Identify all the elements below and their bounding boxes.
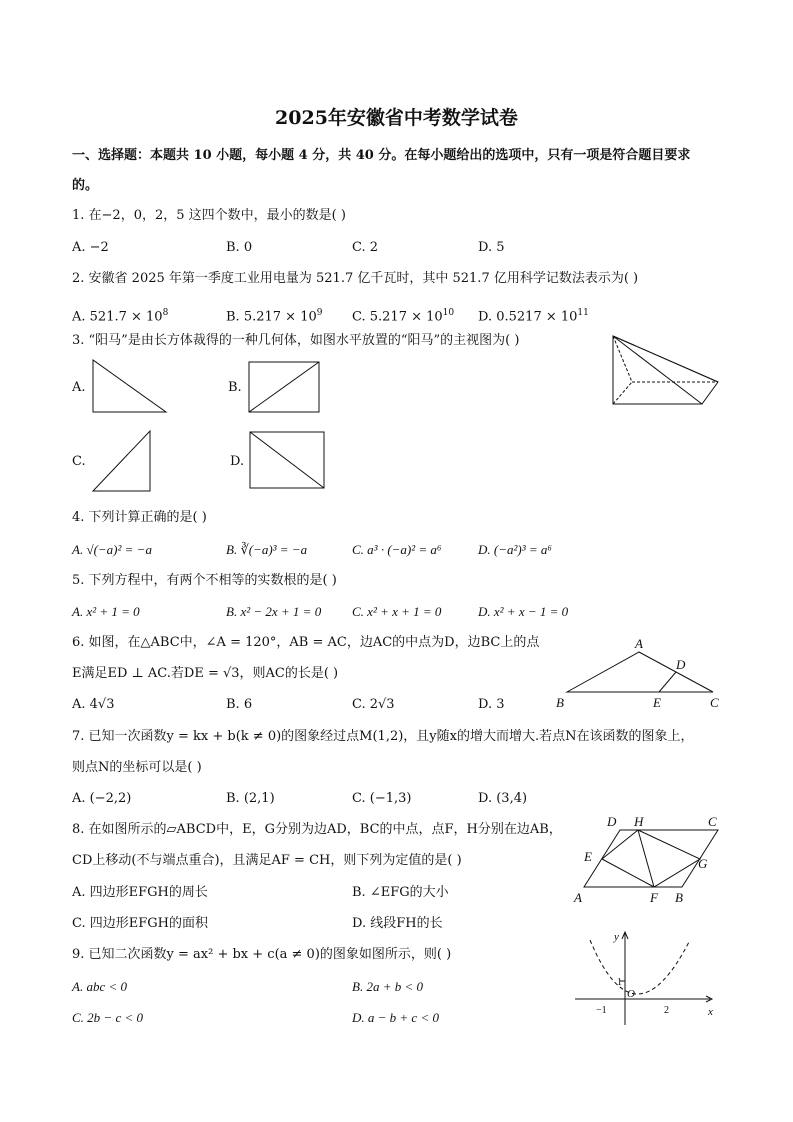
q7-option-b: B. (2,1) (226, 791, 275, 806)
q6-label-a: A (635, 636, 643, 651)
section-heading: 一、选择题：本题共 10 小题，每小题 4 分，共 40 分。在每小题给出的选项中，只有一项是符合题目要求 (72, 148, 691, 163)
question-7-stem: 7. 已知一次函数y = kx + b(k ≠ 0)的图象经过点M(1,2)，且y随x的增大而增大.若点N在该函数的图象上， (72, 729, 694, 744)
q6-option-b: B. 6 (226, 697, 253, 712)
question-3-stem: 3. “阳马”是由长方体裁得的一种几何体，如图水平放置的“阳马”的主视图为( ) (72, 333, 520, 348)
q2-option-c: C. $5.217 \times 10^{10}$ (352, 308, 455, 325)
q9-label-x: x (708, 1006, 713, 1018)
q3-yangma-figure (610, 334, 722, 406)
q6-triangle-figure (555, 635, 725, 710)
question-6-stem: 6. 如图，在△ABC中，∠A = 120°，AB = AC，边AC的中点为D，边BC上的点 (72, 635, 540, 650)
q5-option-b: B. x² − 2x + 1 = 0 (226, 604, 322, 619)
q8-label-d: D (607, 814, 617, 829)
question-9-stem: 9. 已知二次函数y = ax² + bx + c(a ≠ 0)的图象如图所示，则( ) (72, 947, 452, 962)
section-heading-cont: 的。 (72, 178, 99, 193)
q9-label-1: 1 (617, 977, 622, 988)
q5-option-a: A. x² + 1 = 0 (72, 604, 140, 619)
q2-option-d: D. $0.5217 \times 10^{11}$ (478, 308, 589, 325)
question-4-stem: 4. 下列计算正确的是( ) (72, 510, 207, 525)
q6-label-b: B (556, 695, 564, 710)
q1-option-a: A. −2 (72, 240, 109, 255)
q9-label-y: y (614, 931, 619, 943)
page-title: 2025年安徽省中考数学试卷 (275, 107, 518, 129)
q6-label-e: E (653, 695, 661, 710)
q8-label-c: C (708, 814, 717, 829)
q4-option-c: C. a³ · (−a)² = a⁶ (352, 542, 442, 557)
q7-option-c: C. (−1,3) (352, 791, 412, 806)
q9-option-b: B. 2a + b < 0 (352, 979, 423, 994)
q8-label-g: G (698, 856, 708, 871)
q9-option-a: A. abc < 0 (72, 979, 127, 994)
q3-option-b-figure (248, 361, 320, 413)
q3-option-c: C. (72, 454, 86, 469)
q6-option-c: C. 2√3 (352, 697, 395, 712)
q8-label-h: H (634, 814, 644, 829)
q9-label-2: 2 (664, 1005, 669, 1016)
question-6-stem-cont: E满足ED ⊥ AC.若DE = √3，则AC的长是( ) (72, 666, 339, 681)
q8-label-f: F (650, 890, 658, 905)
question-7-stem-cont: 则点N的坐标可以是( ) (72, 760, 202, 775)
q4-option-a: A. √(−a)² = −a (72, 542, 152, 557)
q1-option-d: D. 5 (478, 240, 505, 255)
q6-label-c: C (710, 695, 719, 710)
q2-option-b: B. $5.217 \times 10^9$ (226, 308, 323, 325)
q3-option-c-figure (92, 430, 152, 492)
q2-option-a: A. $521.7 \times 10^8$ (72, 308, 169, 325)
q3-option-d-figure (249, 431, 325, 489)
q8-option-d: D. 线段FH的长 (352, 916, 443, 931)
q5-option-d: D. x² + x − 1 = 0 (478, 604, 569, 619)
q8-label-e: E (584, 849, 592, 864)
q1-option-b: B. 0 (226, 240, 253, 255)
q5-option-c: C. x² + x + 1 = 0 (352, 604, 442, 619)
q3-option-d: D. (230, 454, 245, 469)
q1-option-c: C. 2 (352, 240, 379, 255)
q8-option-a: A. 四边形EFGH的周长 (72, 885, 208, 900)
q4-option-d: D. (−a²)³ = a⁶ (478, 542, 552, 557)
q6-label-d: D (676, 657, 686, 672)
q9-label-neg1: −1 (596, 1005, 607, 1016)
q6-option-a: A. 4√3 (72, 697, 115, 712)
q8-label-a: A (574, 890, 582, 905)
question-2-stem: 2. 安徽省 2025 年第一季度工业用电量为 521.7 亿千瓦时，其中 521.7 亿用科学记数法表示为( ) (72, 271, 639, 286)
q7-option-d: D. (3,4) (478, 791, 528, 806)
q9-parabola-figure (570, 928, 720, 1028)
q9-option-c: C. 2b − c < 0 (72, 1010, 143, 1025)
q7-option-a: A. (−2,2) (72, 791, 132, 806)
q6-option-d: D. 3 (478, 697, 505, 712)
q3-option-a-figure (92, 359, 168, 413)
q3-option-a: A. (72, 380, 86, 395)
question-5-stem: 5. 下列方程中，有两个不相等的实数根的是( ) (72, 573, 337, 588)
q8-label-b: B (675, 890, 683, 905)
question-1-stem: 1. 在−2，0，2，5 这四个数中，最小的数是( ) (72, 208, 346, 223)
q9-option-d: D. a − b + c < 0 (352, 1010, 439, 1025)
q8-parallelogram-figure (570, 814, 720, 906)
q8-option-b: B. ∠EFG的大小 (352, 885, 449, 900)
q8-option-c: C. 四边形EFGH的面积 (72, 916, 208, 931)
q9-label-o: O (627, 988, 635, 1000)
q4-option-b: B. ∛(−a)³ = −a (226, 542, 308, 557)
q3-option-b: B. (228, 380, 242, 395)
question-8-stem: 8. 在如图所示的▱ABCD中，E，G分别为边AD，BC的中点，点F，H分别在边AB， (72, 822, 562, 837)
question-8-stem-cont: CD上移动(不与端点重合)，且满足AF = CH，则下列为定值的是( ) (72, 853, 462, 868)
